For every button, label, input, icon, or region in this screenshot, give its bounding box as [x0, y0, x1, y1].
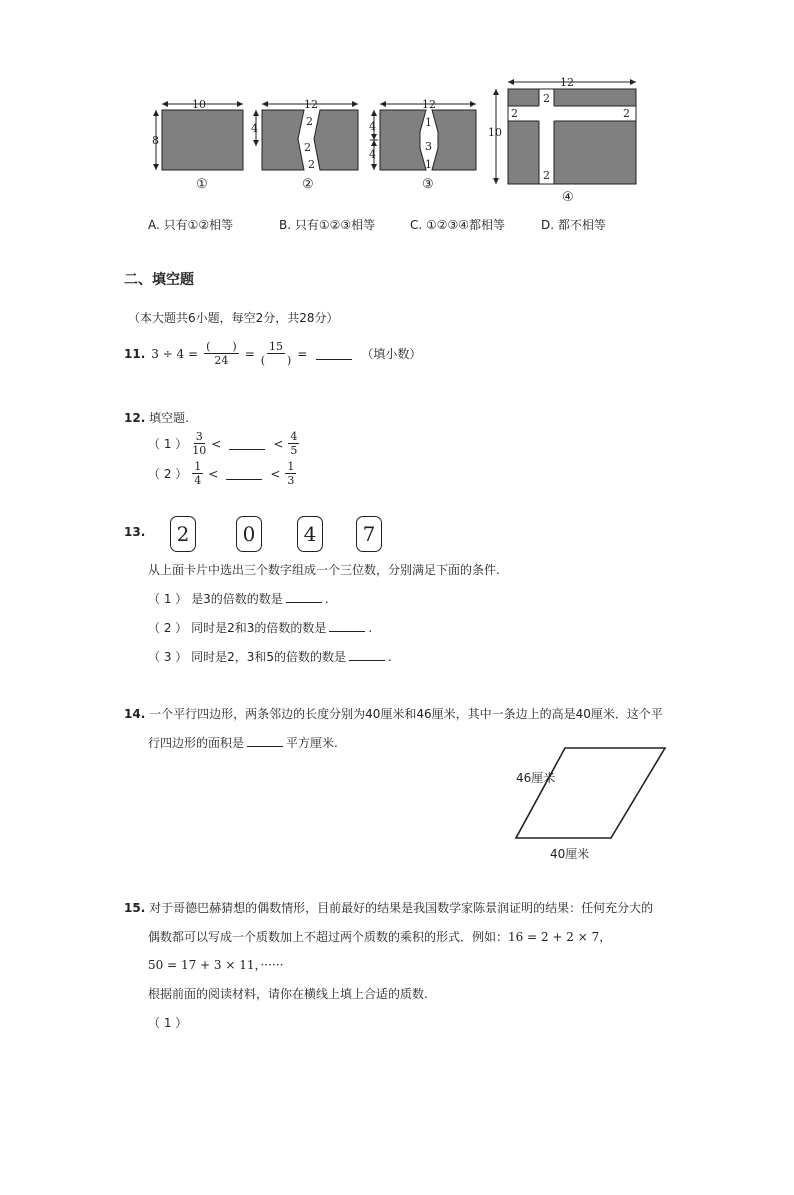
q15-line-1: 15. 对于哥德巴赫猜想的偶数情形，目前最好的结果是我国数学家陈景润证明的结果：任何充分大的 — [124, 901, 654, 915]
option-b[interactable]: B. 只有①②③相等 — [279, 218, 376, 232]
svg-text:1: 1 — [425, 158, 432, 171]
svg-text:2: 2 — [511, 107, 518, 120]
q11-answer-blank[interactable] — [316, 348, 352, 360]
q13-item-3: （ 3 ） 同时是2，3和5的倍数的数是 . — [148, 650, 392, 664]
option-d[interactable]: D. 都不相等 — [541, 218, 606, 232]
q15-line-2: 偶数都可以写成一个质数加上不超过两个质数的乘积的形式．例如：16 = 2 + 2 × 7， — [148, 930, 612, 944]
svg-text:3: 3 — [425, 140, 432, 153]
fig3-width: 12 — [422, 98, 436, 111]
svg-text:4: 4 — [369, 120, 376, 133]
q14-blank[interactable] — [247, 735, 283, 747]
svg-text:2: 2 — [623, 107, 630, 120]
q12-1-blank[interactable] — [229, 438, 265, 450]
side-label: 46厘米 — [516, 771, 556, 785]
option-c[interactable]: C. ①②③④都相等 — [410, 218, 506, 232]
q15-line-4: 根据前面的阅读材料，请你在横线上填上合适的质数. — [148, 987, 428, 1001]
fig4-width: 12 — [560, 76, 574, 89]
q13-2-blank[interactable] — [329, 620, 365, 632]
svg-text:4: 4 — [369, 148, 376, 161]
question-11: 11. 3 ÷ 4 = $\frac{( )}{24}$ = $\frac{15}{( )}$ = （填小数） — [124, 340, 422, 367]
q13-3-blank[interactable] — [349, 649, 385, 661]
svg-text:2: 2 — [304, 141, 311, 154]
figure-2 — [248, 96, 364, 192]
q13-intro: 从上面卡片中选出三个数字组成一个三位数，分别满足下面的条件. — [148, 563, 500, 577]
q15-example-2: 50 = 17 + 3 × 11，······ — [148, 958, 284, 972]
digit-card: 2 — [170, 516, 196, 552]
base-label: 40厘米 — [550, 847, 590, 861]
digit-card: 4 — [297, 516, 323, 552]
question-12: 12. 填空题. — [124, 411, 189, 425]
fig3-label: ③ — [422, 177, 434, 192]
q12-2-blank[interactable] — [226, 468, 262, 480]
option-a[interactable]: A. 只有①②相等 — [148, 218, 234, 232]
figure-4 — [488, 72, 640, 1195]
fig2-height: 4 — [251, 122, 258, 135]
section-note: （本大题共6小题，每空2分，共28分） — [128, 311, 339, 325]
fig4-label: ④ — [562, 190, 574, 205]
fig4-height: 10 — [488, 126, 502, 139]
fig1-width: 10 — [192, 98, 206, 111]
fig2-label: ② — [302, 177, 314, 192]
section-title: 二、填空题 — [124, 272, 194, 288]
q13-item-1: （ 1 ） 是3的倍数的数是 . — [148, 592, 329, 606]
digit-card: 7 — [356, 516, 382, 552]
parallelogram-figure — [510, 744, 670, 844]
q13-1-blank[interactable] — [286, 591, 322, 603]
q12-part-1: （ 1 ） $\frac{3}{10}$ < < $\frac{4}{5}$ — [148, 430, 298, 457]
figure-3 — [366, 96, 482, 192]
svg-text:2: 2 — [308, 158, 315, 171]
q15-part-1: （ 1 ） — [148, 1016, 188, 1030]
svg-text:1: 1 — [425, 116, 432, 129]
digit-card: 0 — [236, 516, 262, 552]
q14-line-1: 14. 一个平行四边形，两条邻边的长度分别为40厘米和46厘米，其中一条边上的高是40厘米．这个平 — [124, 707, 663, 721]
q14-line-2: 行四边形的面积是 平方厘米. — [148, 736, 338, 750]
svg-text:2: 2 — [543, 92, 550, 105]
q12-part-2: （ 2 ） $\frac{1}{4}$ < < $\frac{1}{3}$ — [148, 460, 295, 487]
fig1-label: ① — [196, 177, 208, 192]
figure-1 — [148, 96, 248, 192]
q13-number: 13. — [124, 525, 146, 539]
svg-text:2: 2 — [306, 115, 313, 128]
fig2-width: 12 — [304, 98, 318, 111]
q13-item-2: （ 2 ） 同时是2和3的倍数的数是 . — [148, 621, 373, 635]
svg-text:2: 2 — [543, 169, 550, 182]
fig1-height: 8 — [152, 134, 159, 147]
